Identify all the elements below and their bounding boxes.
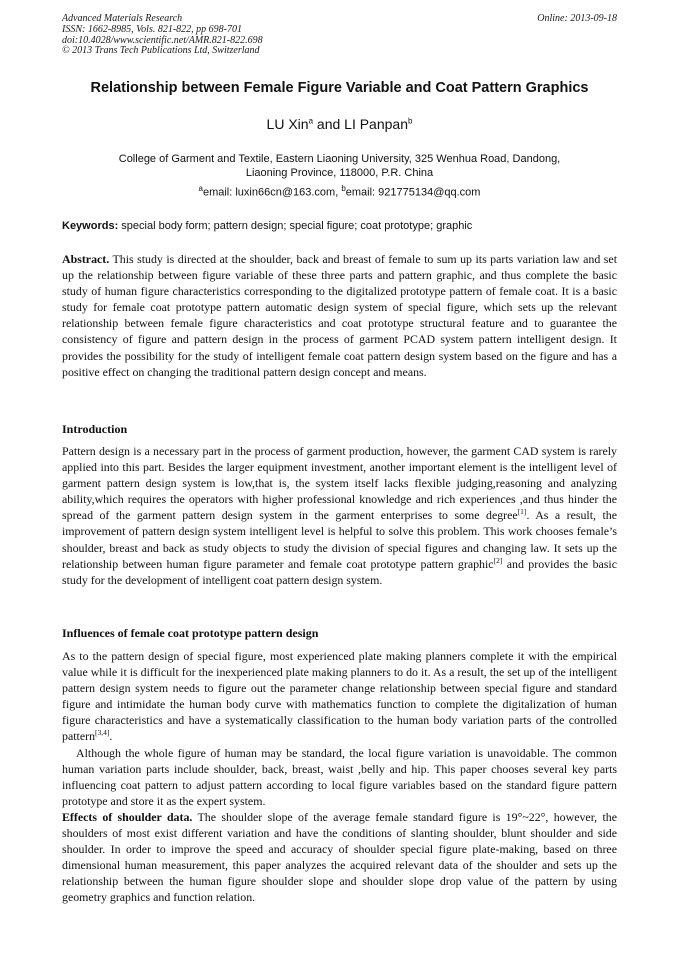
affiliation: [62, 152, 617, 180]
doi-line: doi:10.4028/www.scientific.net/AMR.821-822.698: [62, 34, 263, 46]
keywords-label: Keywords:: [62, 220, 119, 232]
intro-text-3: and provides the basic study for the development of intelligent coat pattern design system.: [62, 556, 617, 587]
author-and: and: [313, 116, 345, 132]
introduction-heading: Introduction: [62, 422, 128, 436]
email-a: email: luxin66cn@163.com,: [202, 186, 342, 199]
email-line: [62, 184, 617, 199]
abstract: [62, 251, 617, 380]
paper-title: Relationship between Female Figure Variable and Coat Pattern Graphics: [90, 80, 589, 96]
abstract-text: This study is directed at the shoulder, back and breast of female to sum up its parts variation law and set up the relationship between figure variable of these three parts and pattern graphic, and thus complete the basic study of human figure characteristics corresponding to the digitalized prototype pattern of female coat. It is a basic study for female coat prototype pattern automatic design system of special figure, which sets up the relevant relationship between female figure characteristics and coat prototype structural feature and to guarantee the consistency of figure and pattern design in the process of garment PCAD system pattern intelligent design. It provides the possibility for the study of intelligent female coat pattern design system based on the figure and has a positive effect on changing the traditional pattern design concept and means.: [62, 252, 617, 379]
journal-name: Advanced Materials Research: [62, 13, 183, 24]
infl-p1-end: .: [109, 729, 113, 744]
author-1: LU Xin: [266, 116, 309, 132]
issn-line: ISSN: 1662-8985, Vols. 821-822, pp 698-701: [62, 23, 242, 35]
shoulder-label: Effects of shoulder data.: [62, 810, 193, 824]
keywords: [62, 220, 617, 232]
copyright-line: © 2013 Trans Tech Publications Ltd, Switzerland: [62, 45, 260, 57]
intro-text-1: Pattern design is a necessary part in the process of garment production, however, the garment CAD system is rarely applied into this part. Besides the larger equipment investment, another important element is the intelligent level of garment pattern design system is low,that is, the system itself lacks flexible judging,reasoning and analyzing ability,which requires the operators with higher professional knowledge and rich experiences ,and thus hinder the spread of the garment pattern design system in the garment enterprises to some degree: [62, 444, 617, 523]
influences-heading: Influences of female coat prototype pattern design: [62, 626, 319, 640]
intro-text-2: . As a result, the improvement of pattern design system intelligent level is helpful to solve this problem. This work chooses female’s shoulder, breast and back as study objects to study the division of special figures and changing law. It sets up the relationship between human figure parameter and female coat prototype pattern graphic: [62, 508, 617, 571]
abstract-label: Abstract.: [62, 252, 110, 266]
journal-header: [62, 14, 617, 57]
email-a-sup: a: [198, 184, 203, 193]
citation-1: [1]: [517, 507, 527, 517]
keywords-text: special body form; pattern design; special figure; coat prototype; graphic: [118, 220, 473, 232]
online-date: Online: 2013-09-18: [537, 13, 617, 24]
affiliation-line-1: College of Garment and Textile, Eastern Liaoning University, 325 Wenhua Road, Dandong,: [118, 153, 561, 165]
author-1-sup: a: [308, 116, 314, 126]
influences-paragraph-2: Although the whole figure of human may be standard, the local figure variation is unavoidable. The common human variation parts include shoulder, back, breast, waist ,belly and hip. This paper chooses several key parts influencing coat pattern to adjust pattern according to local figure variables based on the standard figure pattern prototype and store it as the expert system.: [62, 746, 617, 809]
affiliation-line-2: Liaoning Province, 118000, P.R. China: [245, 167, 434, 179]
author-2-sup: b: [408, 116, 413, 126]
email-b: email: 921775134@qq.com: [345, 186, 481, 199]
shoulder-text: The shoulder slope of the average female standard figure is 19°~22°, however, the shoulders of most exist different variation and have the conditions of slanting shoulder, blunt shoulder and side shoulder. In order to improve the speed and accuracy of shoulder special figure plate-making, based on three dimensional human measurement, this paper analyzes the acquired relevant data of the shoulder and sets up the relationship between the human figure shoulder slope and shoulder slope drop value of the pattern by using geometry graphics and function relation.: [62, 810, 618, 905]
influences-paragraph-1: [62, 648, 617, 745]
citation-2: [2]: [493, 555, 503, 565]
infl-p1-text: As to the pattern design of special figure, most experienced plate making planners complete it with the empirical value while it is difficult for the inexperienced plate making planners to do it. As a result, the set up of the intelligent pattern design system needs to figure out the parameter change relationship between special figure and standard figure and intimidate the human body curve with mathematics function to complete the digitalization of human figure characteristics and have a systematically classification to the human body variation parts of the controlled pattern: [62, 649, 617, 744]
introduction-paragraph: [62, 443, 617, 588]
citation-3-4: [3,4]: [95, 728, 110, 738]
shoulder-paragraph: [62, 809, 617, 906]
author-line: [62, 116, 617, 132]
author-2: LI Panpan: [344, 116, 408, 132]
email-b-sup: b: [341, 184, 346, 193]
